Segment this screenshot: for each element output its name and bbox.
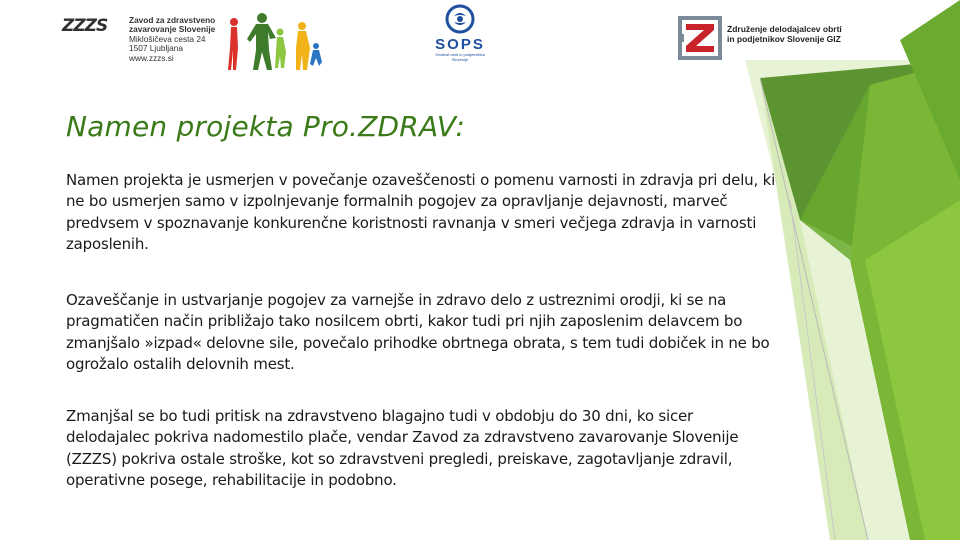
zzzs-line: Zavod za zdravstveno xyxy=(129,15,216,25)
zzzs-line: www.zzzs.si xyxy=(129,52,174,63)
zzzs-line: Miklošičeva cesta 24 xyxy=(129,33,206,44)
slide-title: Namen projekta Pro.ZDRAV: xyxy=(66,110,466,143)
zzzs-line: zavarovanje Slovenije xyxy=(129,24,216,35)
partner-logos xyxy=(0,0,960,90)
giz-name xyxy=(727,24,847,44)
paragraph-awareness: Ozaveščanje in ustvarjanje pogojev za varnejše in zdravo delo z ustreznimi orodji, ki se na pragmatičen način približajo tako nosilcem obrti, kakor tudi pri njih zaposlenim delavcem bo zmanjšalo »izpad« delovne sile, povečalo prihodke obrtnega obrata, s tem tudi dobiček in ne bo ogrožalo ostalih delovnih mest. xyxy=(66,291,770,373)
people-figures-icon xyxy=(224,8,324,76)
paragraph-purpose: Namen projekta je usmerjen v povečanje ozaveščenosti o pomenu varnosti in zdravja pri delu, ki ne bo usmerjen samo v izpolnjevanje formalnih pogojev za opravljanje dejavnosti, marveč predvsem v spoznavanje konkurenčne koristnosti ravnanja v smeri večjega zdravja in varnosti zaposlenih. xyxy=(66,171,776,253)
sops-wordmark: SOPS xyxy=(435,36,485,53)
giz-line: Združenje delodajalcev obrti xyxy=(727,24,842,34)
sops-subtitle: Sindikat obrti in podjetništva Slovenije xyxy=(435,52,485,62)
giz-logo-icon xyxy=(678,16,722,60)
giz-line: in podjetnikov Slovenije GIZ xyxy=(727,34,841,44)
sops-logo xyxy=(420,4,500,62)
sops-emblem-icon xyxy=(445,4,475,34)
zzzs-logo: ZZZS xyxy=(62,16,108,36)
zzzs-line: 1507 Ljubljana xyxy=(129,43,183,54)
paragraph-pressure: Zmanjšal se bo tudi pritisk na zdravstveno blagajno tudi v obdobju do 30 dni, ko sicer delodajalec pokriva nadomestilo plače, vendar Zavod za zdravstveno zavarovanje Slovenije (ZZZS) pokriva ostale stroške, kot so zdravstveni pregledi, preiskave, zagotavljanje zdravil, operativne posege, rehabilitacije in podobno. xyxy=(66,407,739,489)
zzzs-address xyxy=(129,16,239,63)
